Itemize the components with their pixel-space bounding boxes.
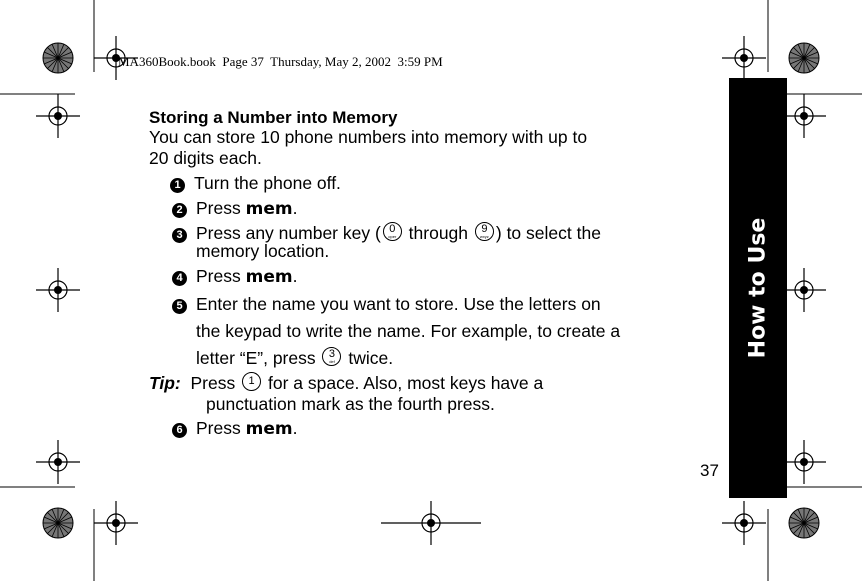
- page-number: 37: [700, 461, 719, 480]
- step-number-1: 1: [170, 178, 185, 193]
- mem-key-label: mem: [245, 419, 293, 439]
- step-1-text: Turn the phone off.: [194, 173, 341, 193]
- key-1-icon: 1: [242, 372, 261, 391]
- intro-line-2: 20 digits each.: [149, 148, 262, 168]
- mem-key-label: mem: [245, 199, 293, 219]
- tip: Tip: Press 1 for a space. Also, most keys have a punctuation mark as the fourth press.: [149, 372, 689, 415]
- section-title: Storing a Number into Memory: [149, 108, 398, 127]
- tip-line-2: punctuation mark as the fourth press.: [206, 394, 495, 414]
- step-3-line-2: memory location.: [196, 241, 330, 261]
- section-tab: [729, 78, 787, 498]
- mem-key-label: mem: [245, 267, 293, 287]
- step-1: [170, 173, 341, 194]
- file-info-header: MA360Book.book Page 37 Thursday, May 2, 2002 3:59 PM: [118, 54, 443, 69]
- step-number-2: 2: [172, 203, 187, 218]
- key-9-icon: 9 wxyz: [475, 222, 494, 241]
- intro-line-1: You can store 10 phone numbers into memory with up to: [149, 127, 588, 147]
- step-3: 3 Press any number key ( 0 oper through 9 wxyz ) to select the memory location.: [172, 222, 692, 262]
- step-number-4: 4: [172, 271, 187, 286]
- step-2: 2 Press mem.: [172, 198, 297, 220]
- step-4: 4 Press mem.: [172, 266, 297, 288]
- tip-label: Tip:: [149, 373, 181, 393]
- step-6: 6 Press mem.: [172, 418, 297, 440]
- intro-text: [149, 127, 709, 169]
- key-0-icon: 0 oper: [383, 222, 402, 241]
- step-5: 5 Enter the name you want to store. Use the letters on the keypad to write the name. For example, to create a letter “E”, press 3 def twice.: [172, 291, 702, 372]
- section-tab-label: How to Use: [745, 217, 771, 359]
- step-number-3: 3: [172, 228, 187, 243]
- step-number-5: 5: [172, 299, 187, 314]
- step-number-6: 6: [172, 423, 187, 438]
- key-3-icon: 3 def: [322, 347, 341, 366]
